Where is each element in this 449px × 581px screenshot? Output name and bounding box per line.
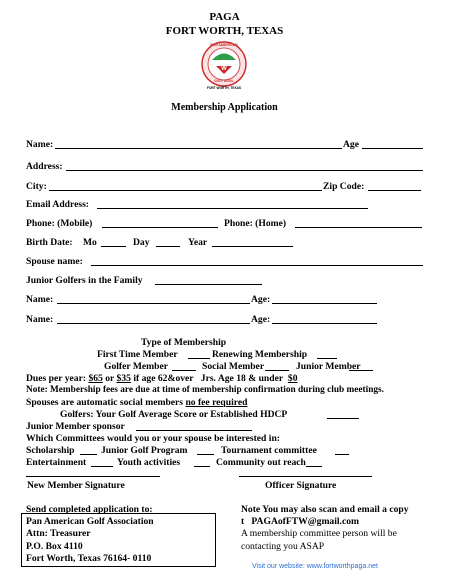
spouse-line[interactable]	[91, 265, 423, 266]
logo-text-top: PAN AMERICAN	[210, 43, 238, 47]
birth-day-label: Day	[133, 237, 150, 248]
dues-or: or	[105, 373, 115, 384]
mailing-line2: Attn: Treasurer	[26, 528, 91, 539]
note-fees: Note: Membership fees are due at time of membership confirmation during club meetings.	[26, 385, 384, 395]
tournament-label: Tournament committee	[221, 445, 317, 456]
mailing-line4: Fort Worth, Texas 76164- 0110	[26, 553, 152, 564]
dues-jr: $0	[287, 373, 298, 384]
name-line[interactable]	[55, 148, 342, 149]
birth-year-line[interactable]	[212, 246, 293, 247]
age-label: Age	[343, 139, 359, 150]
youth-blank[interactable]	[194, 466, 210, 467]
birth-year-label: Year	[188, 237, 208, 248]
website-label: Visit our website:	[252, 563, 305, 570]
junior2-name-label: Name:	[26, 314, 54, 325]
junior-golfers-line[interactable]	[155, 284, 262, 285]
social-member-blank[interactable]	[265, 370, 289, 371]
name-label: Name:	[26, 139, 54, 150]
form-title: Membership Application	[171, 102, 278, 113]
scholarship-label: Scholarship	[26, 445, 75, 456]
spouses-suffix: no fee required	[185, 397, 248, 408]
zip-label: Zip Code:	[323, 181, 365, 192]
scan-note-email: PAGAofFTW@gmail.com	[251, 516, 360, 527]
address-label: Address:	[26, 161, 63, 172]
spouse-label: Spouse name:	[26, 256, 83, 267]
junior1-age-line[interactable]	[272, 303, 377, 304]
junior-golfers-label: Junior Golfers in the Family	[26, 275, 143, 286]
org-name: PAGA	[209, 11, 240, 23]
junior2-name-line[interactable]	[57, 323, 250, 324]
dues-jr-text: Jrs. Age 18 & under	[200, 373, 284, 384]
email-line[interactable]	[97, 208, 368, 209]
logo-monogram: W	[221, 66, 227, 72]
website-line	[252, 563, 378, 570]
new-member-signature-label: New Member Signature	[27, 480, 125, 491]
birth-date-label: Birth Date:	[26, 237, 73, 248]
junior1-age-label: Age:	[251, 294, 271, 305]
org-city: FORT WORTH, TEXAS	[165, 25, 284, 37]
birth-mo-label: Mo	[83, 237, 97, 248]
mailing-line3: P.O. Box 4110	[26, 541, 83, 552]
phone-mobile-line[interactable]	[102, 227, 218, 228]
phone-home-label: Phone: (Home)	[224, 218, 287, 229]
spouses-prefix: Spouses are automatic social members	[26, 397, 184, 408]
committees-question: Which Committees would you or your spouse be interested in:	[26, 433, 280, 444]
birth-mo-line[interactable]	[101, 246, 126, 247]
zip-line[interactable]	[368, 190, 421, 191]
junior-member-blank[interactable]	[349, 370, 373, 371]
junior1-name-label: Name:	[26, 294, 54, 305]
golfer-member-label: Golfer Member	[104, 361, 169, 372]
entertainment-blank[interactable]	[91, 466, 113, 467]
logo-text-mid: GOLF ASSN.	[214, 79, 234, 83]
scan-note-line1: Note You may also scan and email a copy	[241, 504, 409, 515]
junior-member-label: Junior Member	[296, 361, 361, 372]
website-url[interactable]: www.fortworthpaga.net	[306, 563, 378, 570]
dues-senior: $35	[116, 373, 131, 384]
golfers-hdcp-label: Golfers: Your Golf Average Score or Established HDCP	[60, 409, 288, 420]
dues-senior-text: if age 62&over	[133, 373, 194, 384]
junior-program-label: Junior Golf Program	[101, 445, 188, 456]
dues-regular: $65	[88, 373, 103, 384]
entertainment-label: Entertainment	[26, 457, 87, 468]
city-label: City:	[26, 181, 47, 192]
email-label: Email Address:	[26, 199, 89, 210]
first-time-blank[interactable]	[188, 358, 210, 359]
officer-signature-label: Officer Signature	[265, 480, 337, 491]
logo-text-bottom: FORT WORTH, TEXAS	[207, 86, 241, 90]
spouses-line	[26, 398, 247, 408]
phone-home-line[interactable]	[295, 227, 422, 228]
youth-label: Youth activities	[117, 457, 181, 468]
junior2-age-line[interactable]	[272, 323, 377, 324]
mailing-line1: Pan American Golf Association	[26, 516, 154, 527]
city-line[interactable]	[49, 190, 322, 191]
tournament-blank[interactable]	[335, 454, 349, 455]
junior-program-blank[interactable]	[197, 454, 214, 455]
phone-mobile-label: Phone: (Mobile)	[26, 218, 93, 229]
paga-logo	[199, 39, 249, 91]
membership-heading: Type of Membership	[141, 337, 227, 348]
junior2-age-label: Age:	[251, 314, 271, 325]
address-line[interactable]	[66, 170, 423, 171]
scholarship-blank[interactable]	[80, 454, 97, 455]
scan-note-line2	[241, 517, 359, 527]
birth-day-line[interactable]	[156, 246, 180, 247]
dues-prefix: Dues per year:	[26, 373, 87, 384]
junior-sponsor-label: Junior Member sponsor	[26, 421, 125, 432]
mailing-heading: Send completed application to:	[26, 504, 153, 515]
social-member-label: Social Member	[202, 361, 265, 372]
golfer-member-blank[interactable]	[172, 370, 196, 371]
junior-sponsor-line[interactable]	[136, 430, 252, 431]
officer-signature-line[interactable]	[239, 476, 372, 477]
golfers-hdcp-line[interactable]	[327, 418, 359, 419]
renewing-blank[interactable]	[317, 358, 337, 359]
scan-note-line3: A membership committee person will be	[241, 528, 397, 539]
age-line[interactable]	[362, 148, 423, 149]
community-label: Community out reach	[216, 457, 306, 468]
dues-line	[26, 374, 298, 384]
scan-note-line4: contacting you ASAP	[241, 541, 325, 552]
renewing-label: Renewing Membership	[212, 349, 308, 360]
first-time-label: First Time Member	[97, 349, 178, 360]
junior1-name-line[interactable]	[57, 303, 250, 304]
community-blank[interactable]	[306, 466, 322, 467]
new-member-signature-line[interactable]	[26, 476, 160, 477]
scan-note-prefix: t	[241, 516, 245, 527]
